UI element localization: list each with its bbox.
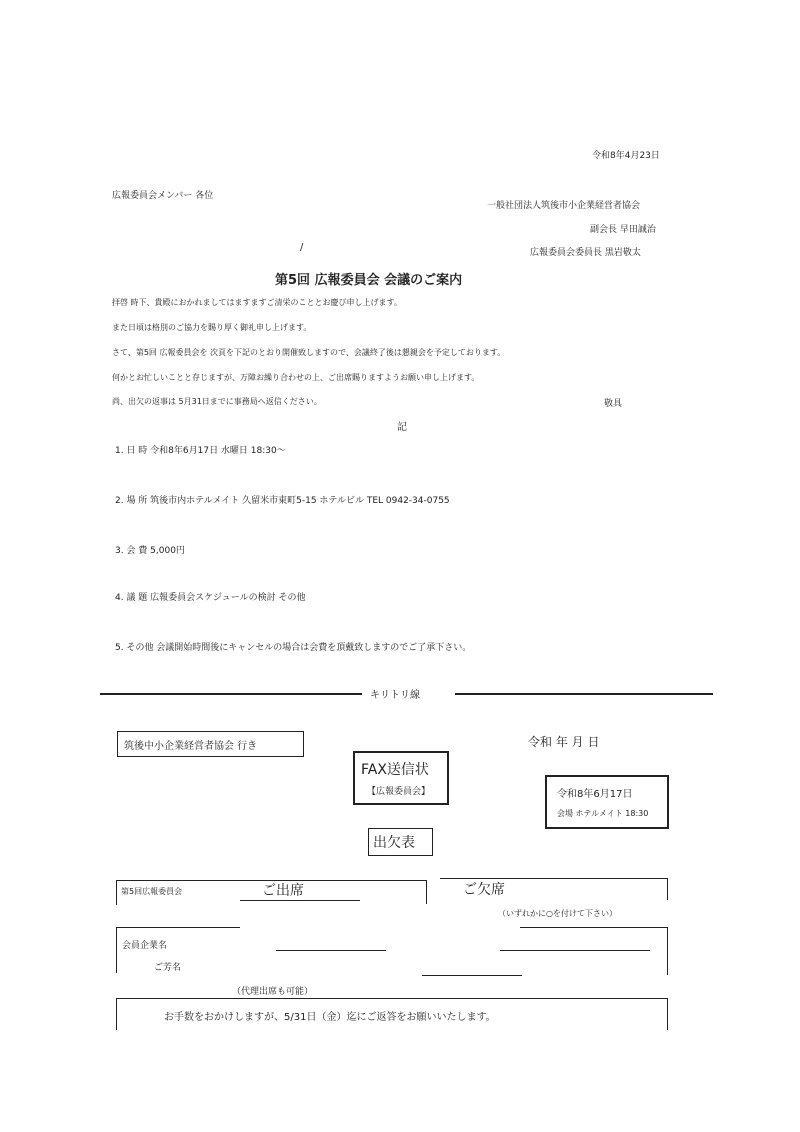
- cut-line-right: [455, 693, 713, 695]
- meeting-date-box: [545, 775, 669, 829]
- footer-note: お手数をおかけしますが、5/31日（金）迄にご返答をお願いいたします。: [164, 1012, 496, 1023]
- footer-left-border: [116, 998, 117, 1030]
- attendance-box: [368, 828, 433, 856]
- fax-title: FAX送信状: [361, 762, 429, 778]
- name-underline[interactable]: [422, 975, 522, 976]
- detail-item-fee: 3. 会 費 5,000円: [115, 546, 185, 556]
- row-right-border: [667, 878, 668, 900]
- document-date: 令和8年4月23日: [592, 151, 660, 161]
- meeting-label: 第5回広報委員会: [121, 887, 183, 896]
- body-line-2: また日頃は格別のご協力を賜り厚く御礼申し上げます。: [112, 323, 312, 332]
- proxy-note: （代理出席も可能）: [232, 987, 314, 997]
- closing-word: 敬具: [604, 399, 623, 409]
- attend-option[interactable]: ご出席: [262, 883, 304, 899]
- attendance-title: 出欠表: [373, 835, 415, 851]
- fax-to-box: [117, 731, 304, 757]
- recipient-line: 広報委員会メンバー 各位: [112, 191, 214, 201]
- detail-item-agenda: 4. 議 題 広報委員会スケジュールの検討 その他: [115, 593, 306, 603]
- fax-subtitle: 【広報委員会】: [367, 787, 431, 797]
- body-line-5: 尚、出欠の返事は 5月31日までに事務局へ返信ください。: [112, 397, 322, 406]
- footer-right-border: [667, 998, 668, 1030]
- reply-date: 令和 年 月 日: [528, 735, 600, 749]
- name-label: ご芳名: [154, 963, 182, 973]
- company-top-line-right: [520, 927, 668, 928]
- company-right-border: [667, 927, 668, 975]
- company-left-border: [116, 927, 117, 973]
- row-left-border: [116, 880, 117, 905]
- meeting-note: 会場 ホテルメイト 18:30: [557, 809, 649, 818]
- slash-mark: /: [300, 242, 304, 253]
- fax-to-label: 筑後中小企業経営者協会 行き: [124, 741, 258, 752]
- ki-heading: 記: [397, 422, 407, 433]
- body-line-3: さて、第5回 広報委員会を 次頁を下記のとおり開催致しますので、会議終了後は懇親会を予定しております。: [112, 348, 506, 357]
- meeting-date: 令和8年6月17日: [557, 789, 633, 800]
- cut-line-label: キリトリ線: [370, 690, 420, 701]
- detail-item-place: 2. 場 所 筑後市内ホテルメイト 久留米市東町5-15 ホテルビル TEL 0942-34-0755: [115, 496, 450, 506]
- company-name-underline-2[interactable]: [500, 950, 650, 951]
- cut-line-left: [100, 693, 362, 695]
- organization-name: 一般社団法人筑後市小企業経営者協会: [487, 201, 641, 211]
- company-top-line-left: [116, 927, 240, 928]
- document-title: 第5回 広報委員会 会議のご案内: [275, 273, 463, 288]
- detail-item-other: 5. その他 会議開始時間後にキャンセルの場合は会費を頂戴致しますのでご了承下さい。: [115, 643, 472, 653]
- body-line-4: 何かとお忙しいことと存じますが、万障お繰り合わせの上、ご出席賜りますようお願い申し上げます。: [112, 373, 480, 382]
- attend-underline: [240, 900, 360, 901]
- company-label: 会員企業名: [122, 941, 168, 951]
- footer-top-line: [116, 998, 668, 999]
- committee-chair-name: 広報委員会委員長 黒岩敬太: [530, 248, 641, 258]
- fax-title-box: [353, 751, 449, 805]
- row-divider: [426, 880, 427, 904]
- vice-president-name: 副会長 早田誠治: [590, 225, 656, 235]
- absent-option[interactable]: ご欠席: [463, 882, 505, 898]
- body-line-1: 拝啓 時下、貴殿におかれましてはますますご清栄のこととお慶び申し上げます。: [112, 298, 402, 307]
- detail-item-datetime: 1. 日 時 令和8年6月17日 水曜日 18:30～: [115, 446, 286, 456]
- circle-instruction: （いずれかに○を付けて下さい）: [498, 909, 617, 918]
- company-name-underline[interactable]: [276, 950, 386, 951]
